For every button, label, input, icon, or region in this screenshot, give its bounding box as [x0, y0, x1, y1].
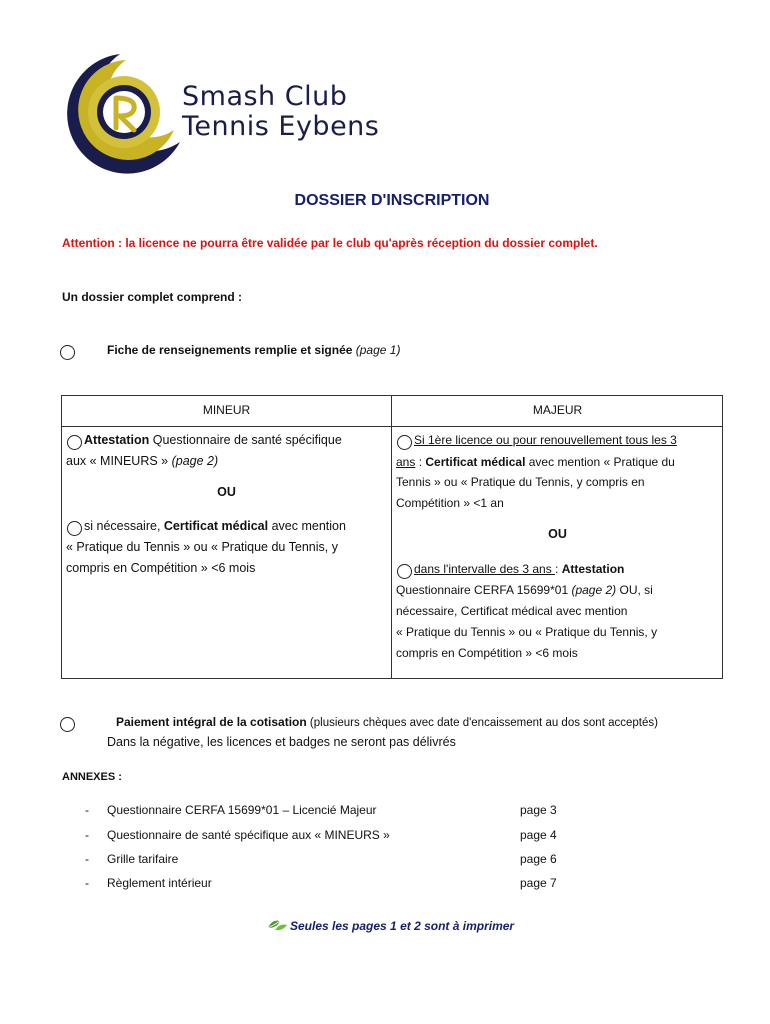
annexes-title: ANNEXES : [62, 771, 122, 783]
annex-label: Règlement intérieur [107, 876, 212, 890]
minor-opt2-line3: compris en Compétition » <6 mois [66, 561, 256, 575]
annex-dash: - [85, 876, 89, 890]
header-major: MAJEUR [532, 403, 583, 417]
annex-page: page 3 [520, 803, 557, 817]
annex-dash: - [85, 803, 89, 817]
checkbox-major-certificat[interactable] [397, 435, 412, 450]
minor-opt2-pre: si nécessaire, [84, 519, 164, 533]
major-opt2-underline: dans l'intervalle des 3 ans [414, 562, 556, 576]
requirements-table [61, 395, 723, 679]
annex-label: Questionnaire de santé spécifique aux « MINEURS » [107, 828, 390, 842]
minor-option-2 [84, 516, 346, 537]
intro-text: Un dossier complet comprend : [62, 290, 243, 304]
major-or: OU [548, 527, 567, 541]
paiement-label: Paiement intégral de la cotisation [116, 715, 307, 729]
minor-opt2-bold: Certificat médical [163, 519, 269, 533]
major-opt1-underline: Si 1ère licence ou pour renouvellement tous les 3 [414, 433, 677, 447]
logo-line-1: Smash Club [182, 81, 348, 112]
minor-or: OU [217, 485, 236, 499]
major-opt2-line2-pre: Questionnaire CERFA 15699*01 [396, 583, 572, 597]
major-opt1-bold: Certificat médical [425, 455, 526, 469]
major-opt2-page: (page 2) [571, 583, 617, 597]
paiement-note: (plusieurs chèques avec date d'encaissement au dos sont acceptés) [306, 717, 658, 729]
major-opt1-colon: : [415, 455, 426, 469]
club-logo [58, 50, 418, 176]
major-option-1-line2 [396, 452, 675, 473]
major-opt2-colon: : [555, 562, 562, 576]
major-option-2 [414, 559, 624, 580]
checkbox-major-attestation[interactable] [397, 564, 412, 579]
annex-page: page 7 [520, 876, 557, 890]
major-opt2-line3: nécessaire, Certificat médical avec mention [396, 604, 628, 618]
item-fiche [107, 343, 400, 357]
checkbox-minor-certificat[interactable] [67, 521, 82, 536]
logo-text [182, 82, 379, 142]
checkbox-paiement[interactable] [60, 717, 75, 732]
club-emblem-icon [58, 50, 188, 176]
checkbox-fiche[interactable] [60, 345, 75, 360]
paiement-negative: Dans la négative, les licences et badges ne seront pas délivrés [107, 735, 456, 749]
item-fiche-page: (page 1) [355, 343, 401, 357]
print-footnote [266, 918, 514, 933]
major-opt2-line5: compris en Compétition » <6 mois [396, 646, 578, 660]
header-minor: MINEUR [202, 403, 251, 417]
leaf-icon [266, 918, 288, 932]
major-opt1-line3: Tennis » ou « Pratique du Tennis, y compris en [396, 475, 645, 489]
minor-opt2-line2: « Pratique du Tennis » ou « Pratique du Tennis, y [66, 540, 338, 554]
major-opt1-underline2: ans [396, 455, 416, 469]
minor-option-1-line2 [66, 451, 218, 472]
logo-line-2: Tennis Eybens [182, 111, 380, 142]
footnote-text: Seules les pages 1 et 2 sont à imprimer [290, 919, 515, 933]
attention-notice: Attention : la licence ne pourra être validée par le club qu'après réception du dossier complet. [62, 236, 598, 250]
major-opt1-line4: Compétition » <1 an [396, 496, 504, 510]
annex-dash: - [85, 828, 89, 842]
annex-label: Questionnaire CERFA 15699*01 – Licencié Majeur [107, 803, 377, 817]
minor-opt2-post: avec mention [268, 519, 346, 533]
minor-opt1-text: Questionnaire de santé spécifique [149, 433, 342, 447]
major-opt1-post: avec mention « Pratique du [525, 455, 675, 469]
annex-page: page 6 [520, 852, 557, 866]
minor-option-1 [84, 430, 342, 451]
minor-opt1-bold: Attestation [84, 433, 150, 447]
annex-page: page 4 [520, 828, 557, 842]
minor-opt1-line2: aux « MINEURS » [66, 454, 169, 468]
annex-label: Grille tarifaire [107, 852, 179, 866]
major-opt2-line4: « Pratique du Tennis » ou « Pratique du Tennis, y [396, 625, 658, 639]
annex-dash: - [85, 852, 89, 866]
item-paiement [116, 715, 658, 729]
item-fiche-label: Fiche de renseignements remplie et signée [107, 343, 353, 357]
checkbox-minor-attestation[interactable] [67, 435, 82, 450]
major-option-2-line2 [396, 580, 653, 601]
minor-opt1-page: (page 2) [171, 454, 219, 468]
major-opt2-line2-post: OU, si [616, 583, 653, 597]
major-option-1 [414, 430, 677, 451]
page-title: DOSSIER D'INSCRIPTION [294, 192, 490, 209]
major-opt2-bold: Attestation [561, 562, 625, 576]
